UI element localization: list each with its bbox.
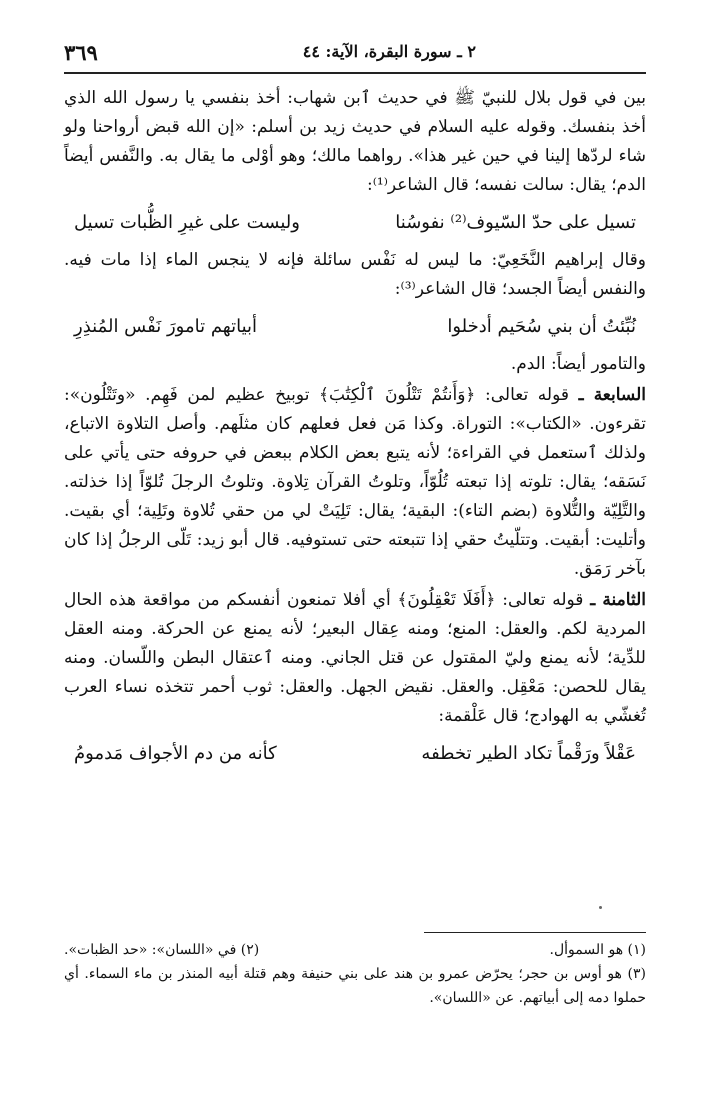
footnote-rule [424, 932, 646, 933]
running-title: ٢ ـ سورة البقرة، الآية: ٤٤ [302, 42, 476, 61]
verse-2-first-hemistich: نُبِّئتُ أن بني سُحَيم أدخلوا [447, 316, 636, 337]
paragraph-seventh [64, 381, 646, 584]
paragraph-2: وقال إبراهيم النَّخَعِيّ: ما ليس له نَفْس سائلة فإنه لا ينجس الماء إذا مات فيه. والنفس أيضاً الجسد؛ قال الشاعر⁽³⁾: [64, 250, 646, 299]
stray-mark [599, 906, 602, 909]
verse-2-second-hemistich: أبياتهم تامورَ نَفْس المُنذِرِ [74, 316, 258, 337]
paragraph-1: بين في قول بلال للنبيّ ﷺ في حديث ٱبن شهاب: أخذ بنفسي يا رسول الله الذي أخذ بنفسك. وقوله عليه السلام في حديث زيد بن أسلم: «إن الله قبض أرواحنا ولو شاء لردّها إلينا في حين غير هذا». رواهما مالك؛ وهو أوْلى ما يقال به. والنَّفس أيضاً الدم؛ يقال: سالت نفسه؛ قال الشاعر⁽¹⁾: [64, 88, 646, 195]
paragraph-3: والتامور أيضاً: الدم. [510, 354, 646, 374]
footnotes [64, 938, 646, 1010]
footnote-3: (٣) هو أوس بن حجر؛ يحرّض عمرو بن هند على بني حنيفة وهم قتلة أبيه المنذر بن ماء السماء. أي حملوا دمه إلى أبياتهم. عن «اللسان». [64, 966, 646, 1006]
section-label-eighth: الثامنة ـ [590, 590, 646, 610]
verse-1-first-hemistich: تسيل على حدّ السّيوف⁽²⁾ نفوسُنا [395, 212, 636, 233]
page-header [64, 36, 646, 76]
paragraph-eighth [64, 586, 646, 731]
footnote-row [64, 938, 646, 962]
paragraph-seventh-text: قوله تعالى: ﴿وَأَنتُمْ تَتْلُونَ ٱلْكِتَٰبَ﴾ توبيخ عظيم لمن فَهِم. «وتَتْلُون»: تقرءون. «الكتاب»: التوراة. وكذا مَن فعل فعلهم كان مثلَهم. وأصل التلاوة الاتباع، ولذلك ٱستعمل في القراءة؛ لأنه يتبع بعض الكلام ببعض في حروفه حتى يأتي على نَسَقه؛ يقال: تلوته إذا تبعته تُلُوّاً، وتلوتُ القرآن تِلاوة. وتلوتُ الرجلَ تُلوّاً إذا خذلته. والتَّلِيّة والتُّلاوة (بضم التاء): البقية؛ يقال: تَلِيَتْ لي من حقي تُلاوة وتَلِية؛ أي بقيت. وأتليت: أبقيت. وتتلّيتُ حقي إذا تتبعته حتى تستوفيه. قال أبو زيد: تَلّى الرجلُ إذا كان بآخر رَمَق. [64, 385, 646, 579]
verse-3-first-hemistich: عَقْلاً ورَقْماً تكاد الطير تخطفه [421, 743, 636, 764]
footnote-1: (١) هو السموأل. [549, 942, 646, 958]
verse-1-second-hemistich: وليست على غيرِ الظُّبات تسيل [74, 212, 300, 233]
main-text [64, 84, 646, 777]
header-rule [64, 72, 646, 74]
paragraph-eighth-text: قوله تعالى: ﴿أَفَلَا تَعْقِلُونَ﴾ أي أفلا تمنعون أنفسكم من مواقعة هذه الحال المردية لكم. والعقل: المنع؛ ومنه عِقال البعير؛ لأنه يمنع عن الحركة. ومنه العقل للدِّية؛ لأنه يمنع وليّ المقتول عن قتل الجاني. ومنه ٱعتقال البطن واللّسان. ومنه يقال للحصن: مَعْقِل. والعقل. نقيض الجهل. والعقل: ثوب أحمر تتخذه نساء العرب تُغشّي به الهوادج؛ قال عَلْقمة: [64, 590, 646, 726]
page-number: ٣٦٩ [64, 40, 98, 65]
section-label-seventh: السابعة ـ [578, 385, 646, 405]
verse-3-second-hemistich: كأنه من دم الأجواف مَدمومُ [74, 743, 277, 764]
verse-2 [74, 312, 636, 342]
verse-1 [74, 208, 636, 238]
verse-3 [74, 739, 636, 769]
footnote-2: (٢) في «اللسان»: «حد الظبات». [64, 942, 260, 958]
